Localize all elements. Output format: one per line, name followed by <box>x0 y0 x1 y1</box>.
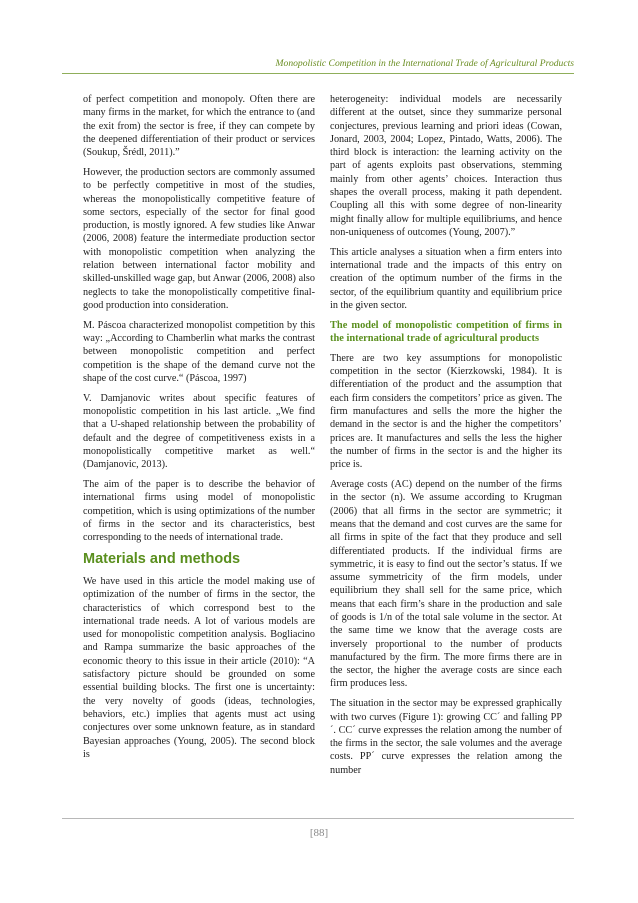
left-paragraph-3: M. Páscoa characterized monopolist competition by this way: „According to Chamberlin what marks the contrast between monopolistic competition and perfect competition is the shape of the demand curve not the shape of the cost curve.“ (Páscoa, 1997) <box>83 319 315 384</box>
footer-rule <box>62 818 574 819</box>
page-number: [88] <box>309 827 329 839</box>
right-paragraph-5: The situation in the sector may be expressed graphically with two curves (Figure 1): growing CC´ and falling PP´. CC´ curve expresses the relation among the number of the firms in the sector, the sale volumes and the average costs. PP´ curve expresses the relation among the number <box>330 698 562 776</box>
left-paragraph-2: However, the production sectors are commonly assumed to be perfectly competitive in most of the studies, whereas the monopolistically competitive feature of some sectors, especially of the sector for final good production, is mostly ignored. A few studies like Anwar (2006, 2008) feature the intermediate production sector with monopolistic competition when analyzing the relation between international factor mobility and skilled-unskilled wage gap, but Anwar (2006, 2008) also neglects to take the monopolistically competitive final-good production into consideration. <box>83 166 315 311</box>
subsection-heading-model: The model of monopolistic competition of firms in the international trade of agricultural products <box>330 319 562 345</box>
left-paragraph-1: of perfect competition and monopoly. Often there are many firms in the market, for which the entrance to (and the exit from) the sector is free, if they can compete by the deepened differentiation of their product or services (Soukup, Šrédl, 2011).” <box>83 94 315 159</box>
running-header: Monopolistic Competition in the International Trade of Agricultural Products <box>275 58 574 69</box>
right-paragraph-3: There are two key assumptions for monopolistic competition in the sector (Kierzkowski, 1984). It is differentiation of the product and the assumption that each firm considers the competitors’ price as given. The firm manufactures and sells the more the higher the demand in the sector is and the higher the competitors’ prices are. It manufactures and sells the less the higher the number of firms in the sector is and the higher its price is. <box>330 352 562 471</box>
right-paragraph-1: heterogeneity: individual models are necessarily different at the outset, since they summarize personal conjectures, previous learning and priori ideas (Cowan, Jonard, 2003, 2004; Lopez, Pintado, Watts, 2006). The third block is interaction: the learning activity on the part of agents exploits past observations, stemming mainly from other agents’ choices. Interaction thus shapes the overall process, making it path dependent. Coupling all this with some degree of non-linearity might finally allow for multiple equilibriums, and hence non-uniqueness of outcomes (Young, 2007).” <box>330 94 562 238</box>
right-paragraph-4: Average costs (AC) depend on the number of the firms in the sector (n). We assume according to Krugman (2006) that all firms in the sector are symmetric; it means that the demand and cost curves are the same for all firms in spite of the fact that they produce and sell differentiated products. If the individual firms are symmetric, it is easy to find out the sector’s status. If we assume symmetricity of the firm models, under equilibrium they shall sell for the same price, which means that each firm’s share in the production and sale of goods is 1/n of the total sale volume in the sector. At the same time we know that the average costs are inversely proportional to the number of products manufactured by the firm. The more firms there are in the sector, the higher the average costs are since each firm produces less. <box>330 479 562 690</box>
header-rule <box>62 73 574 74</box>
left-column <box>83 93 315 768</box>
left-paragraph-5: The aim of the paper is to describe the behavior of international firms using model of monopolistic competition, which is using optimizations of the number of firms in the sector and its characteristics, best corresponding to the needs of international trade. <box>83 479 315 544</box>
right-paragraph-2: This article analyses a situation when a firm enters into international trade and the impacts of this entry on creation of the optimum number of the firms in the sector, of the equilibrium quantity and equilibrium price in the given sector. <box>330 246 562 311</box>
left-paragraph-6: We have used in this article the model making use of optimization of the number of firms in the sector, the characteristics of which correspond best to the international trade needs. A lot of various models are used for monopolistic competition analysis. Bogliacino and Rampa summarize the basic approaches of the economic theory to this issue in their article (2010): “A satisfactory picture should be grounded on some essential building blocks. The first one is uncertainty: the very novelty of goods (ideas, technologies, behaviors, etc.) implies that agents must act using conjectures over some unknown feature, as in standard Bayesian approaches (Young, 2005). The second block is <box>83 576 315 760</box>
right-column <box>330 93 562 784</box>
left-paragraph-4: V. Damjanovic writes about specific features of monopolistic competition in his last article. „We find that a U-shaped relationship between the probability of default and the degree of competitiveness exists in a monopolistically competitive market as well.“ (Damjanovic, 2013). <box>83 392 315 471</box>
section-heading-materials-methods: Materials and methods <box>83 551 241 567</box>
